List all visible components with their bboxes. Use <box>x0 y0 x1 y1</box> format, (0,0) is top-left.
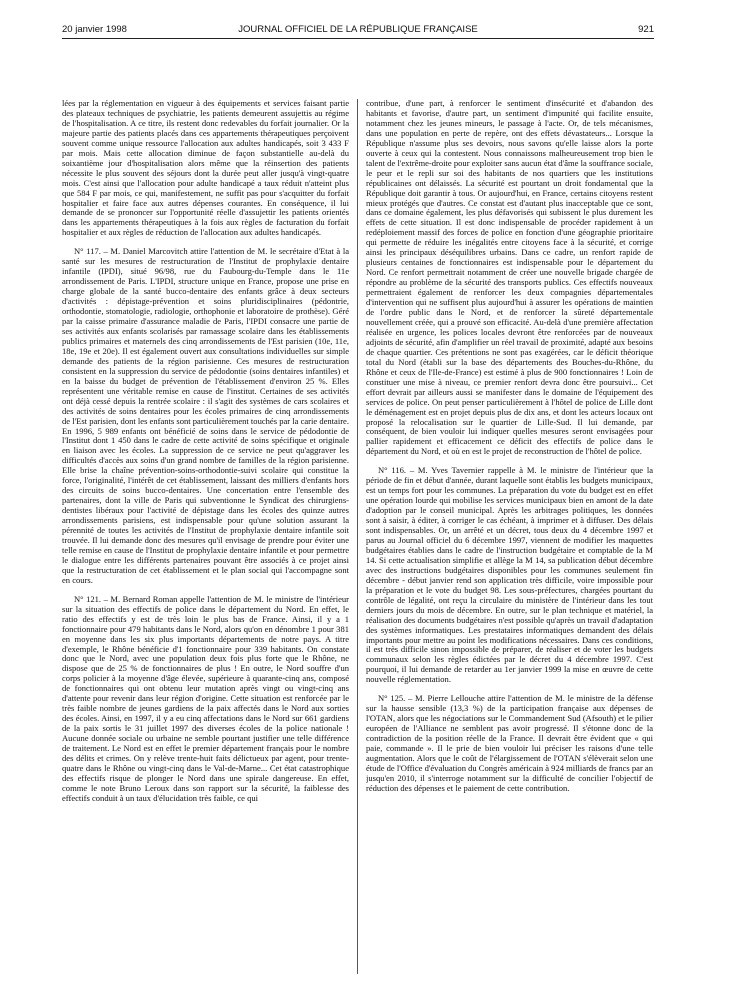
page-number: 921 <box>638 24 654 35</box>
question-125: N° 125. – M. Pierre Lellouche attire l'attention de M. le ministre de la défense sur la hausse sensible (13,3 %) de la participation française aux dépenses de l'OTAN, alors que les négociations sur le Commandement Sud (Afsouth) et le pilier européen de l'Alliance ne semblent pas avoir progressé. Il s'étonne donc de la contradiction de la position réelle de la France. Il devrait être évident que « qui paie, commande ». Il le prie de bien vouloir lui préciser les raisons d'une telle augmentation. Alors que le coût de l'élargissement de l'OTAN s'élèverait selon une étude de l'Office d'évaluation du Congrès américain à 924 milliards de francs par an jusqu'en 2010, il s'interroge notamment sur la difficulté de concilier l'objectif de réduction des dépenses et le paiement de cette contribution. <box>366 693 653 793</box>
page-header <box>62 24 654 38</box>
right-column <box>366 99 653 990</box>
header-rule <box>62 38 654 39</box>
column-divider <box>357 99 358 974</box>
question-116: N° 116. – M. Yves Tavernier rappelle à M. le ministre de l'intérieur que la période de fin et début d'année, durant laquelle sont établis les budgets municipaux, est un temps fort pour les communes. La préparation du vote du budget est en effet une opération lourde qui mobilise les services municipaux bien en amont de la date d'adoption par le conseil municipal. Après les arbitrages politiques, les données sont à saisir, à éditer, à corriger le cas échéant, à imprimer et à diffuser. Des délais sont indispensables. Or, un arrêté et un décret, tous deux du 4 décembre 1997 et parus au Journal officiel du 6 décembre 1997, viennent de modifier les maquettes budgétaires établies dans le cadre de l'instruction budgétaire et comptable de la M 14. Si cette actualisation simplifie et allège la M 14, sa publication début décembre avec des instructions budgétaires disponibles pour les communes seulement fin décembre - début janvier rend son application très difficile, voire impossible pour la préparation et le vote du budget 98. Les sous-préfectures, chargées pourtant du contrôle de légalité, ont reçu la circulaire du ministère de l'intérieur dans les tout derniers jours du mois de décembre. En outre, sur le plan technique et matériel, la réalisation des documents budgétaires n'est possible qu'après un travail d'adaptation des systèmes informatiques. Les prestataires informatiques demandent des délais importants pour mettre au point les modifications nécessaires. Dans ces conditions, il est très difficile sinon impossible de préparer, de réaliser et de voter les budgets communaux selon les règles édictées par le décret du 4 décembre 1997. C'est pourquoi, il lui demande de retarder au 1er janvier 1999 la mise en œuvre de cette nouvelle réglementation. <box>366 465 653 685</box>
question-121-continued: contribue, d'une part, à renforcer le sentiment d'insécurité et d'abandon des habitants et favorise, d'autre part, un sentiment d'impunité qui facilite ensuite, notamment chez les jeunes mineurs, le passage à l'acte. Or, de tels mécanismes, dans une population en perte de repère, ont des effets dévastateurs... Lorsque la République n'assume plus ses devoirs, nous savons qu'elle laisse alors la porte ouverte à ceux qui la contestent. Nous connaissons malheureusement trop bien le talent de l'extrême-droite pour exploiter sans aucun état d'âme la souffrance sociale, le peur et le repli sur soi des habitants de nos quartiers que les institutions républicaines ont délaissés. La sécurité est pourtant un droit fondamental que la République doit garantir à tous. Or aujourd'hui, en France, certains citoyens restent mieux protégés que d'autres. Ce constat est d'autant plus inacceptable que ce sont, dans ce domaine également, les plus défavorisés qui subissent le plus durement les effets de cette situation. Il est donc indispensable de procéder rapidement à un redéploiement massif des forces de police en fonction d'une géographie prioritaire qui permette de réduire les inégalités entre citoyens face à la sécurité, et corrige ainsi les principaux déséquilibres urbains. Dans ce cadre, un renfort rapide de plusieurs centaines de fonctionnaires est indispensable pour le département du Nord. Ce renfort permettrait notamment de créer une nouvelle brigade chargée de répondre au problème de la sécurité des transports publics. Ces effectifs nouveaux permettraient également de renforcer les deux compagnies départementales d'intervention qui ne suffisent plus aujourd'hui à assurer les opérations de maintien de l'ordre public dans le Nord, et de renforcer la sûreté départementale nouvellement créée, qui a prouvé son efficacité. Au-delà d'une première affectation réalisée en urgence, les polices locales devront être renforcées par de nouveaux adjoints de sécurité, afin d'amplifier un réel travail de proximité, adapté aux besoins de chaque quartier. Ces prétentions ne sont pas exagérées, car le déficit théorique total du Nord (établi sur la base des départements des Bouches-du-Rhône, du Rhône et ceux de l'Ile-de-France) est estimé à plus de 900 fonctionnaires ! Loin de constituer une mise à niveau, ce premier renfort devra donc être poursuivi... Cet effort devrait par ailleurs aussi se manifester dans le domaine de l'équipement des services de police. On peut penser particulièrement à l'hôtel de police de Lille dont le déménagement est en projet depuis plus de dix ans, et dont les acteurs locaux ont proposé la relocalisation sur le quartier de Lille-Sud. Il lui demande, par conséquent, de bien vouloir lui indiquer quelles mesures seront envisagées pour pallier rapidement et efficacement ce déficit des effectifs de police dans le département du Nord, et où en est le projet de reconstruction de l'hôtel de police. <box>366 99 653 457</box>
left-column <box>62 99 349 990</box>
question-117: N° 117. – M. Daniel Marcovitch attire l'attention de M. le secrétaire d'Etat à la santé sur les mesures de restructuration de l'Institut de prophylaxie dentaire infantile (IPDI), situé 96/98, rue du Faubourg-du-Temple dans le 11e arrondissement de Paris. L'IPDI, structure unique en France, propose une prise en charge globale de la santé bucco-dentaire des enfants grâce à deux secteurs d'activités : dépistage-prévention et soins pluridisciplinaires (pédontrie, orthodontie, stomatologie, radiologie, orthophonie et laboratoire de prothèse). Géré par la caisse primaire d'assurance maladie de Paris, l'IPDI consacre une partie de ses activités aux enfants scolarisés par ramassage scolaire dans les établissements publics primaires et maternels des cinq arrondissements de l'Est parisien (10e, 11e, 18e, 19e et 20e). Il est également ouvert aux consultations individuelles sur simple demande des patients de la région parisienne. Ces mesures de restructuration consistent en la suppression du service de pédodontie (soins dentaires infantiles) et en la baisse du budget de prévention de l'établissement d'environ 25 %. Elles représentent une véritable remise en cause de l'institut. Certaines de ses activités ont déjà cessé depuis la rentrée scolaire : il s'agit des systèmes de cars scolaires et des activités de soins dentaires pour les écoles primaires de cinq arrondissements de l'Est parisien, dont les enfants sont particulièrement touchés par la carie dentaire. En 1996, 5 989 enfants ont bénéficié de soins dans le service de pédodontie de l'Institut dont 1 450 dans le cadre de cette activité de soins spécifique et originale en liaison avec les écoles. La suppression de ce service ne peut qu'aggraver les difficultés d'accès aux soins d'un grand nombre de familles de la région parisienne. Elle brise la chaîne prévention-soins-orthodontie-suivi scolaire qui constitue la force, l'originalité, l'intérêt de cet établissement, laissant des milliers d'enfants hors des circuits de soins bucco-dentaires. Une concertation entre l'ensemble des partenaires, dont la ville de Paris qui subventionne le Syndicat des chirurgiens-dentistes libéraux pour l'activité de dépistage dans les écoles des quinze autres arrondissements parisiens, est indispensable pour qu'une solution assurant la pérennité de toutes les activités de l'Institut de prophylaxie dentaire infantile soit trouvée. Il lui demande donc des mesures qu'il envisage de prendre pour éviter une telle remise en cause de l'Institut de prophylaxie dentaire infantile et pour permettre le dialogue entre les différents partenaires pouvant être associés à ce projet ainsi que la restructuration de cet établissement et le plan social qui l'accompagne sont en cours. <box>62 246 349 585</box>
question-text: lées par la réglementation en vigueur à des équipements et services faisant partie des plateaux techniques de psychiatrie, les patients demeurent assujettis au régime de l'hospitalisation. A ce titre, ils restent donc redevables du forfait journalier. Or la majeure partie des patients placés dans ces appartements thérapeutiques perçoivent souvent comme unique ressource l'allocation aux adultes handicapés, soit 3 433 F par mois. Mais cette allocation diminue de façon substantielle au-delà du soixantième jour d'hospitalisation alors même que la réinsertion des patients nécessite le plus souvent des séjours dont la durée peut aller jusqu'à vingt-quatre mois. C'est ainsi que l'allocation pour adulte handicapé a taux réduit n'atteint plus que 584 F par mois, ce qui, manifestement, ne suffit pas pour s'acquitter du forfait hospitalier et faire face aux autres dépenses courantes. En conséquence, il lui demande de se prononcer sur l'opportunité réelle d'assujettir les patients orientés dans les appartements thérapeutiques à la fois aux règles de facturation du forfait hospitalier et aux règles de réduction de l'allocation aux adultes handicapés. <box>62 99 349 238</box>
journal-title: JOURNAL OFFICIEL DE LA RÉPUBLIQUE FRANÇAISE <box>238 24 478 35</box>
question-121: N° 121. – M. Bernard Roman appelle l'attention de M. le ministre de l'intérieur sur la situation des effectifs de police dans le département du Nord. En effet, le ratio des effectifs y est de très loin le plus bas de France. Ainsi, il y a 1 fonctionnaire pour 479 habitants dans le Nord, alors qu'on en dénombre 1 pour 381 en moyenne dans les six plus importants départements de notre pays. A titre d'exemple, le Rhône bénéficie d'1 fonctionnaire pour 339 habitants. On constate donc que le Nord, avec une population deux fois plus forte que le Rhône, ne dispose que de 25 % de fonctionnaires de plus ! En outre, le Nord souffre d'un corps policier à la moyenne d'âge élevée, supérieure à quarante-cinq ans, composé de fonctionnaires qui ont obtenu leur mutation après vingt ou vingt-cinq ans d'attente pour revenir dans leur région d'origine. Cette situation est renforcée par le très faible nombre de jeunes gardiens de la paix affectés dans le Nord aux sorties des écoles. Ainsi, en 1997, il y a eu cinq affectations dans le Nord sur 661 gardiens de la paix sortis le 31 juillet 1997 des diverses écoles de la police nationale ! Aucune donnée sociale ou urbaine ne semble pourtant justifier une telle différence de traitement. Le Nord est en effet le premier département français pour le nombre des délits et crimes. On y relève trente-huit faits délictueux par agent, pour trente-quatre dans le Rhône ou vingt-cinq dans le Val-de-Marne... Cet état catastrophique des effectifs risque de plonger le Nord dans une spirale dangereuse. En effet, comme le note Bruno Leroux dans son rapport sur la sécurité, la faiblesse des effectifs conduit à un taux d'élucidation très faible, ce qui <box>62 593 349 803</box>
issue-date: 20 janvier 1998 <box>62 24 127 35</box>
